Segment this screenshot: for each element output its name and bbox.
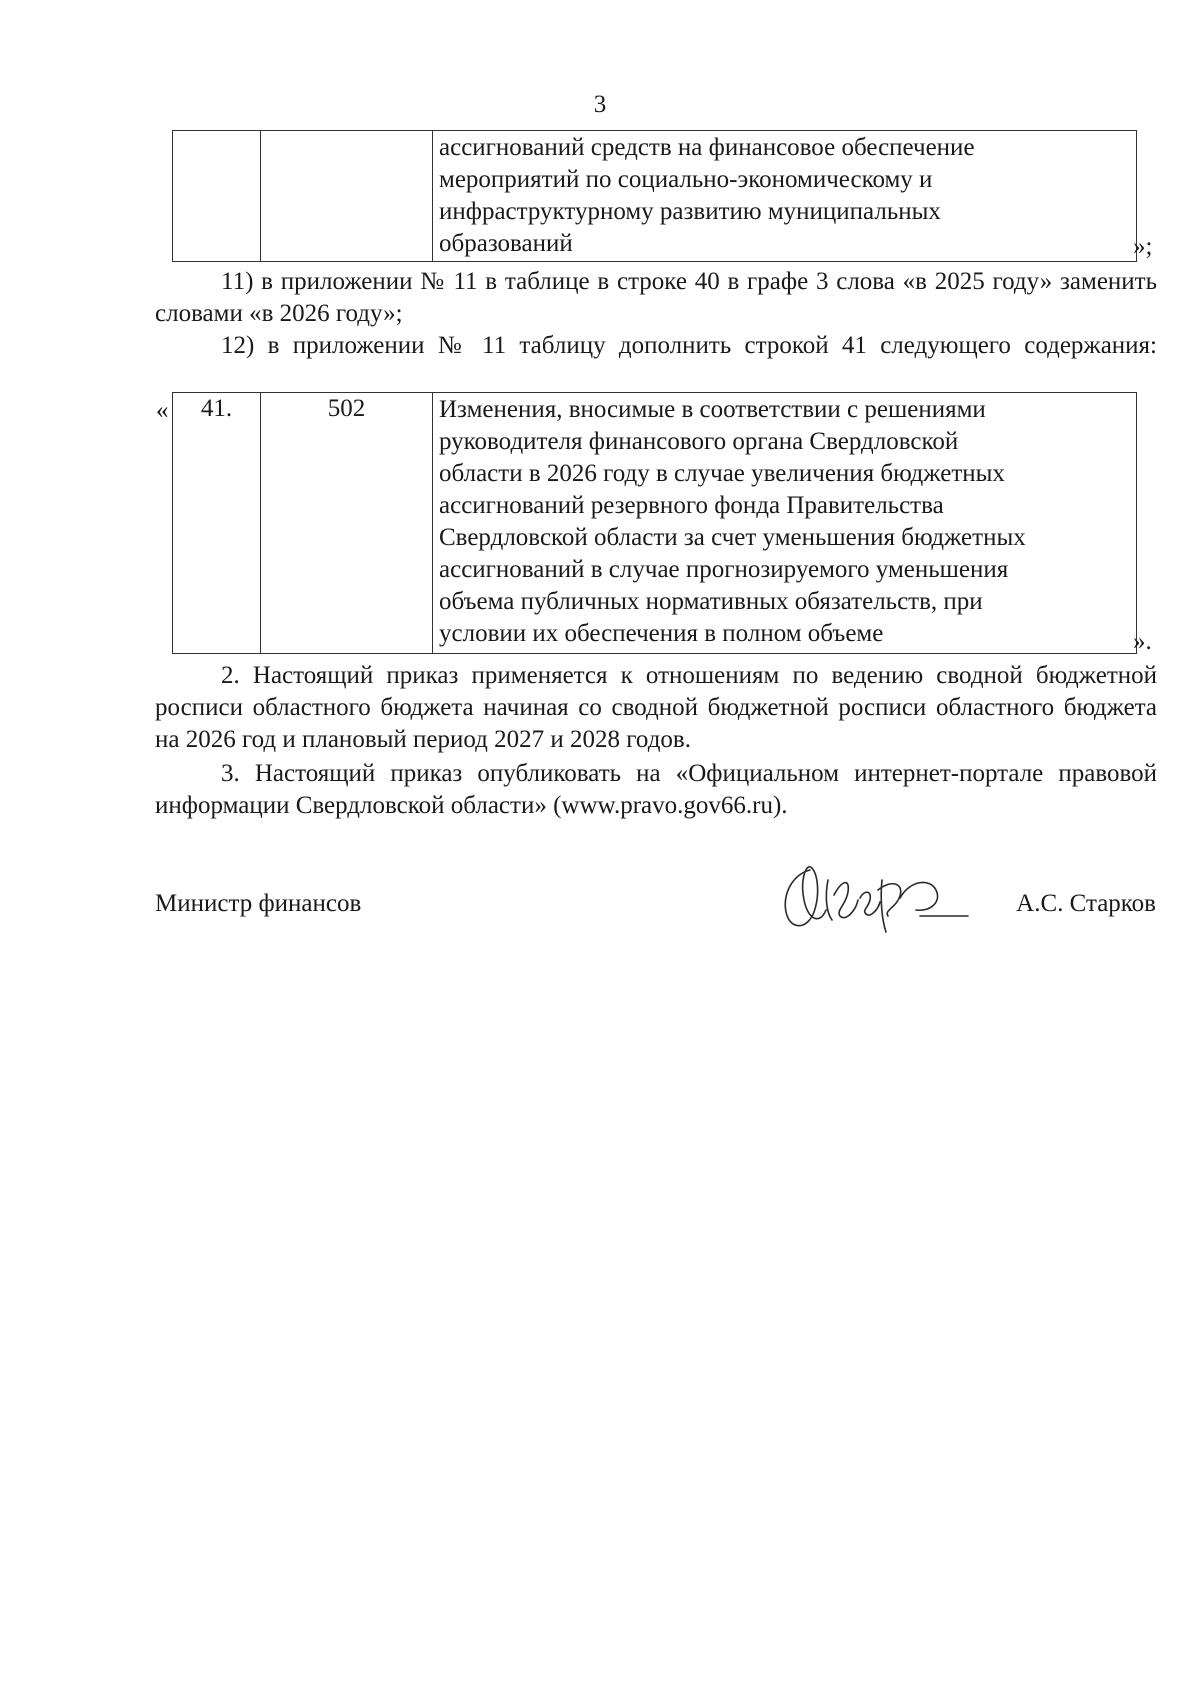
table-new-row (172, 392, 1137, 654)
amendment-item-12-line1 (155, 330, 1157, 360)
paragraph-3: 3. Настоящий приказ опубликовать на «Официальном интернет-портале правовой информации Свердловской области» (www.pravo.gov66.ru). (155, 760, 1157, 819)
page-number: 3 (593, 91, 607, 118)
table-cell-code (261, 131, 433, 262)
table-cell-description (433, 393, 1137, 654)
opening-quote-mark: « (156, 397, 169, 424)
description-text: Изменения, вносимые в соответствии с решениями руководителя финансового органа Свердловской области в 2026 году в случае увеличения бюджетных ассигнований резервного фонда Правительства Свердловской области за счет уменьшения бюджетных ассигнований в случае прогнозируемого уменьшения объема публичных нормативных обязательств, при условии их обеспечения в полном объеме (439, 396, 1026, 647)
amendment-item-12: 12) в приложении № 11 таблицу дополнить строкой 41 следующего содержания: (221, 332, 1157, 359)
table-row (173, 393, 1137, 654)
closing-quote-mark: »; (1133, 233, 1153, 260)
table-cell-description (433, 131, 1137, 262)
table-cell-number (173, 131, 261, 262)
paragraph-2: 2. Настоящий приказ применяется к отношениям по ведению сводной бюджетной росписи областного бюджета начиная со сводной бюджетной росписи областного бюджета на 2026 год и плановый период 2027 и 2028 годов. (155, 662, 1157, 753)
table-cell-number: 41. (173, 393, 261, 654)
description-text: ассигнований средств на финансовое обеспечение мероприятий по социально-экономическому и инфраструктурному развитию муниципальных образований (439, 134, 975, 257)
signatory-position: Министр финансов (155, 890, 362, 917)
handwritten-signature (770, 850, 970, 940)
closing-quote-mark: ». (1133, 628, 1152, 655)
signatory-name: А.С. Старков (1016, 890, 1156, 917)
table-row (173, 131, 1137, 262)
amendment-item-11: 11) в приложении № 11 в таблице в строке 40 в графе 3 слова «в 2025 году» заменить словами «в 2026 году»; (155, 268, 1157, 327)
table-cell-code: 502 (261, 393, 433, 654)
table-continuation (172, 130, 1137, 262)
